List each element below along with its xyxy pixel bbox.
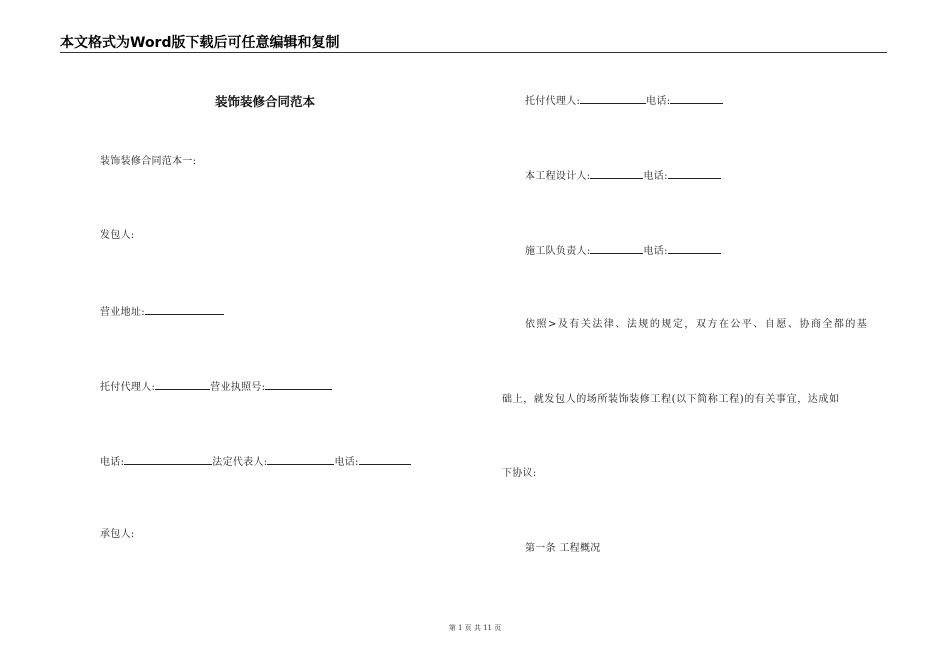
business-address-line <box>100 304 224 320</box>
employer-label: 发包人: <box>100 230 135 241</box>
right-column <box>475 0 950 672</box>
agent-license-line <box>100 379 332 395</box>
contractor-line <box>100 528 135 542</box>
right-agent-blank <box>580 93 646 104</box>
intro-text: 装饰装修合同范本一: <box>100 156 197 167</box>
employer-line <box>100 229 135 243</box>
designer-phone-label: 电话: <box>643 171 668 182</box>
legal-rep-label: 法定代表人: <box>212 457 268 468</box>
intro-line <box>100 155 196 169</box>
team-lead-phone-blank <box>668 243 721 254</box>
designer-label: 本工程设计人: <box>525 171 591 182</box>
license-blank <box>265 379 332 390</box>
phone-legal-rep-line <box>100 454 411 470</box>
right-agent-line <box>525 93 723 109</box>
legal-rep-blank <box>267 454 334 465</box>
team-lead-label: 施工队负责人: <box>525 246 591 257</box>
right-agent-phone-label: 电话: <box>646 96 671 107</box>
team-lead-blank <box>590 243 643 254</box>
team-lead-phone-label: 电话: <box>643 246 668 257</box>
page-footer: 第 1 页 共 11 页 <box>448 624 502 632</box>
team-lead-line <box>525 243 721 259</box>
right-agent-phone-blank <box>670 93 723 104</box>
business-address-label: 营业地址: <box>100 307 145 318</box>
agreement-paragraph-line1: 依照>及有关法律、法规的规定，双方在公平、自愿、协商全都的基 <box>525 319 869 330</box>
agent-label: 托付代理人: <box>100 382 156 393</box>
agreement-paragraph-line2: 础上，就发包人的场所装饰装修工程(以下简称工程)的有关事宜，达成如 <box>502 394 840 405</box>
document-header-banner: 本文格式为Word版下载后可任意编辑和复制 <box>60 35 340 51</box>
designer-phone-blank <box>668 168 721 179</box>
document-title: 装饰装修合同范本 <box>214 94 315 109</box>
phone-blank <box>124 454 212 465</box>
article-one-heading: 第一条 工程概况 <box>525 543 601 554</box>
designer-blank <box>590 168 643 179</box>
phone2-blank <box>359 454 411 465</box>
right-agent-label: 托付代理人: <box>525 96 581 107</box>
license-label: 营业执照号: <box>210 382 266 393</box>
contractor-label: 承包人: <box>100 529 135 540</box>
phone-label: 电话: <box>100 457 125 468</box>
business-address-blank <box>145 304 224 315</box>
agreement-paragraph-line3: 下协议: <box>502 468 537 479</box>
phone2-label: 电话: <box>334 457 359 468</box>
agent-blank <box>155 379 210 390</box>
designer-line <box>525 168 721 184</box>
